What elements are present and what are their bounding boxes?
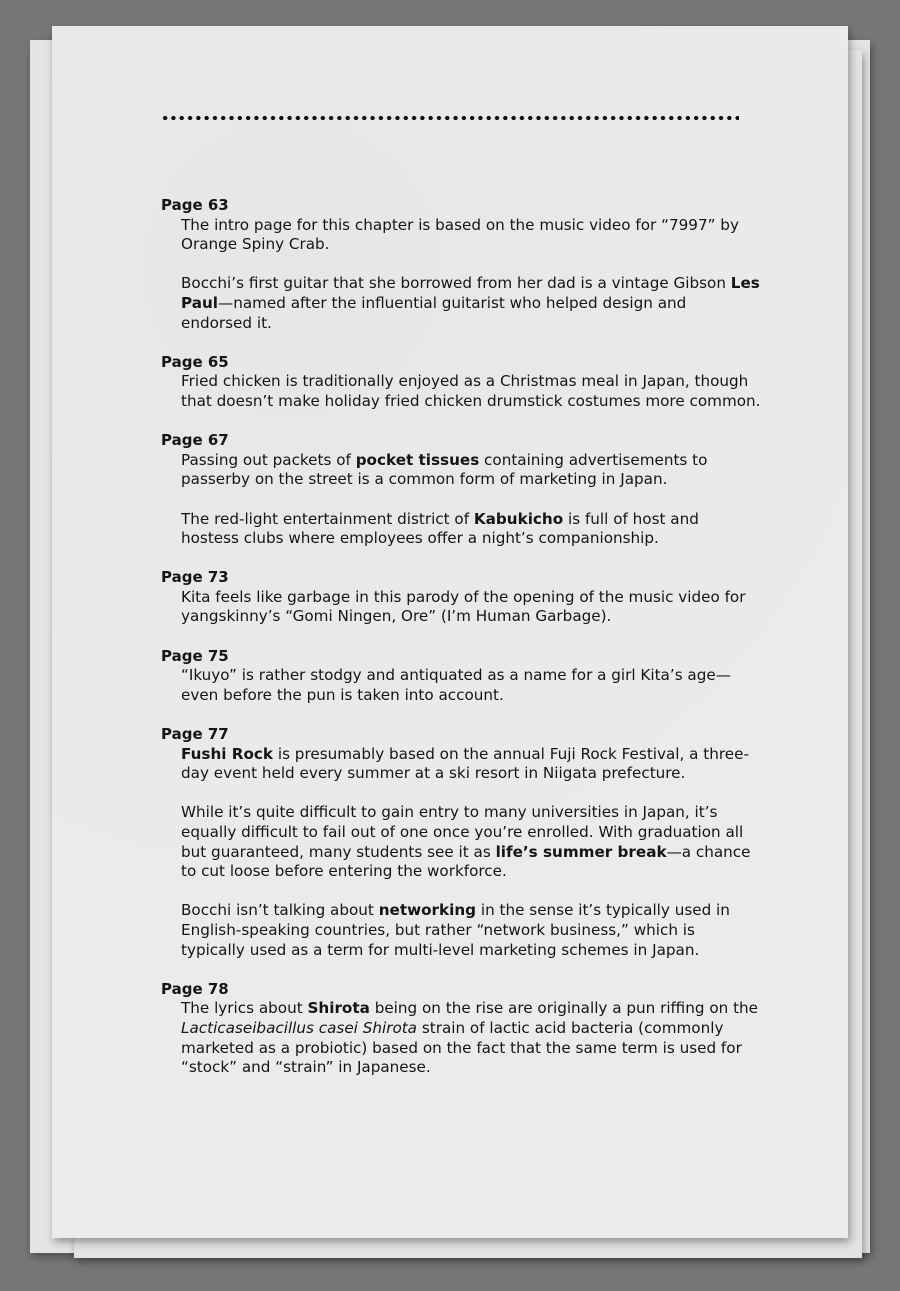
note-section	[161, 431, 761, 549]
page-heading: Page 75	[161, 646, 229, 665]
text-run: containing advertisements to passerby on the street is a common form of marketing in Japan.	[181, 450, 708, 489]
note-paragraph	[161, 451, 761, 490]
note-section	[161, 980, 761, 1078]
text-run: “Ikuyo” is rather stodgy and antiquated as a name for a girl Kita’s age—even before the pun is taken into account.	[181, 666, 731, 704]
note-paragraph	[161, 803, 761, 881]
bold-term: networking	[378, 901, 477, 920]
note-section	[161, 647, 761, 706]
text-run: —named after the influential guitarist who helped design and endorsed it.	[181, 293, 687, 332]
page-heading: Page 65	[161, 352, 229, 371]
note-section	[161, 568, 761, 627]
text-run: Bocchi isn’t talking about	[181, 901, 379, 920]
dotted-divider	[161, 115, 739, 121]
note-paragraph	[161, 901, 761, 960]
text-run: While it’s quite difficult to gain entry to many universities in Japan, it’s equally difficult to fail out of one once you’re enrolled. With graduation all but guaranteed, many students see it as	[181, 803, 744, 861]
text-run: Bocchi’s first guitar that she borrowed from her dad is a vintage Gibson	[181, 274, 731, 293]
text-run: The red-light entertainment district of	[181, 509, 474, 528]
bold-term: pocket tissues	[355, 450, 480, 469]
note-section	[161, 196, 761, 333]
note-paragraph	[161, 666, 761, 705]
page-heading: Page 73	[161, 568, 229, 587]
note-paragraph	[161, 274, 761, 333]
text-run: strain of lactic acid bacteria (commonly marketed as a probiotic) based on the fact that the same term is used for “stock” and “strain” in Japanese.	[181, 1018, 742, 1077]
note-section	[161, 725, 761, 960]
text-run: The lyrics about	[181, 999, 308, 1018]
text-run: Fried chicken is traditionally enjoyed as a Christmas meal in Japan, though that doesn’t make holiday fried chicken drumstick costumes more common.	[181, 372, 761, 410]
note-paragraph	[161, 372, 761, 411]
page-heading: Page 77	[161, 725, 229, 744]
page-heading: Page 63	[161, 196, 229, 214]
text-run: —a chance to cut loose before entering the workforce.	[181, 842, 751, 881]
note-paragraph	[161, 745, 761, 784]
bold-term: Shirota	[307, 999, 370, 1018]
italic-term: Lacticaseibacillus casei Shirota	[181, 1018, 417, 1037]
text-run: is presumably based on the annual Fuji Rock Festival, a three-day event held every summer at a ski resort in Niigata prefecture.	[181, 744, 749, 783]
note-paragraph	[161, 999, 761, 1077]
note-section	[161, 353, 761, 412]
text-run: in the sense it’s typically used in English-speaking countries, but rather “network business,” which is typically used as a term for multi-level marketing schemes in Japan.	[181, 901, 730, 959]
notes-content	[161, 196, 761, 1097]
note-paragraph	[161, 216, 761, 255]
bold-term: Les Paul	[181, 274, 760, 312]
text-run: The intro page for this chapter is based on the music video for “7997” by Orange Spiny Crab.	[181, 215, 739, 254]
text-run: Passing out packets of	[181, 450, 356, 469]
text-run: is full of host and hostess clubs where employees offer a night’s companionship.	[181, 509, 699, 548]
note-paragraph	[161, 510, 761, 549]
page-heading: Page 78	[161, 979, 229, 998]
text-run: Kita feels like garbage in this parody of the opening of the music video for yangskinny’s “Gomi Ningen, Ore” (I’m Human Garbage).	[181, 587, 746, 626]
note-paragraph	[161, 588, 761, 627]
bold-term: Kabukicho	[473, 509, 564, 528]
text-run: being on the rise are originally a pun riffing on the	[369, 999, 759, 1018]
bold-term: life’s summer break	[495, 842, 667, 861]
page-heading: Page 67	[161, 431, 229, 450]
bold-term: Fushi Rock	[181, 744, 274, 763]
